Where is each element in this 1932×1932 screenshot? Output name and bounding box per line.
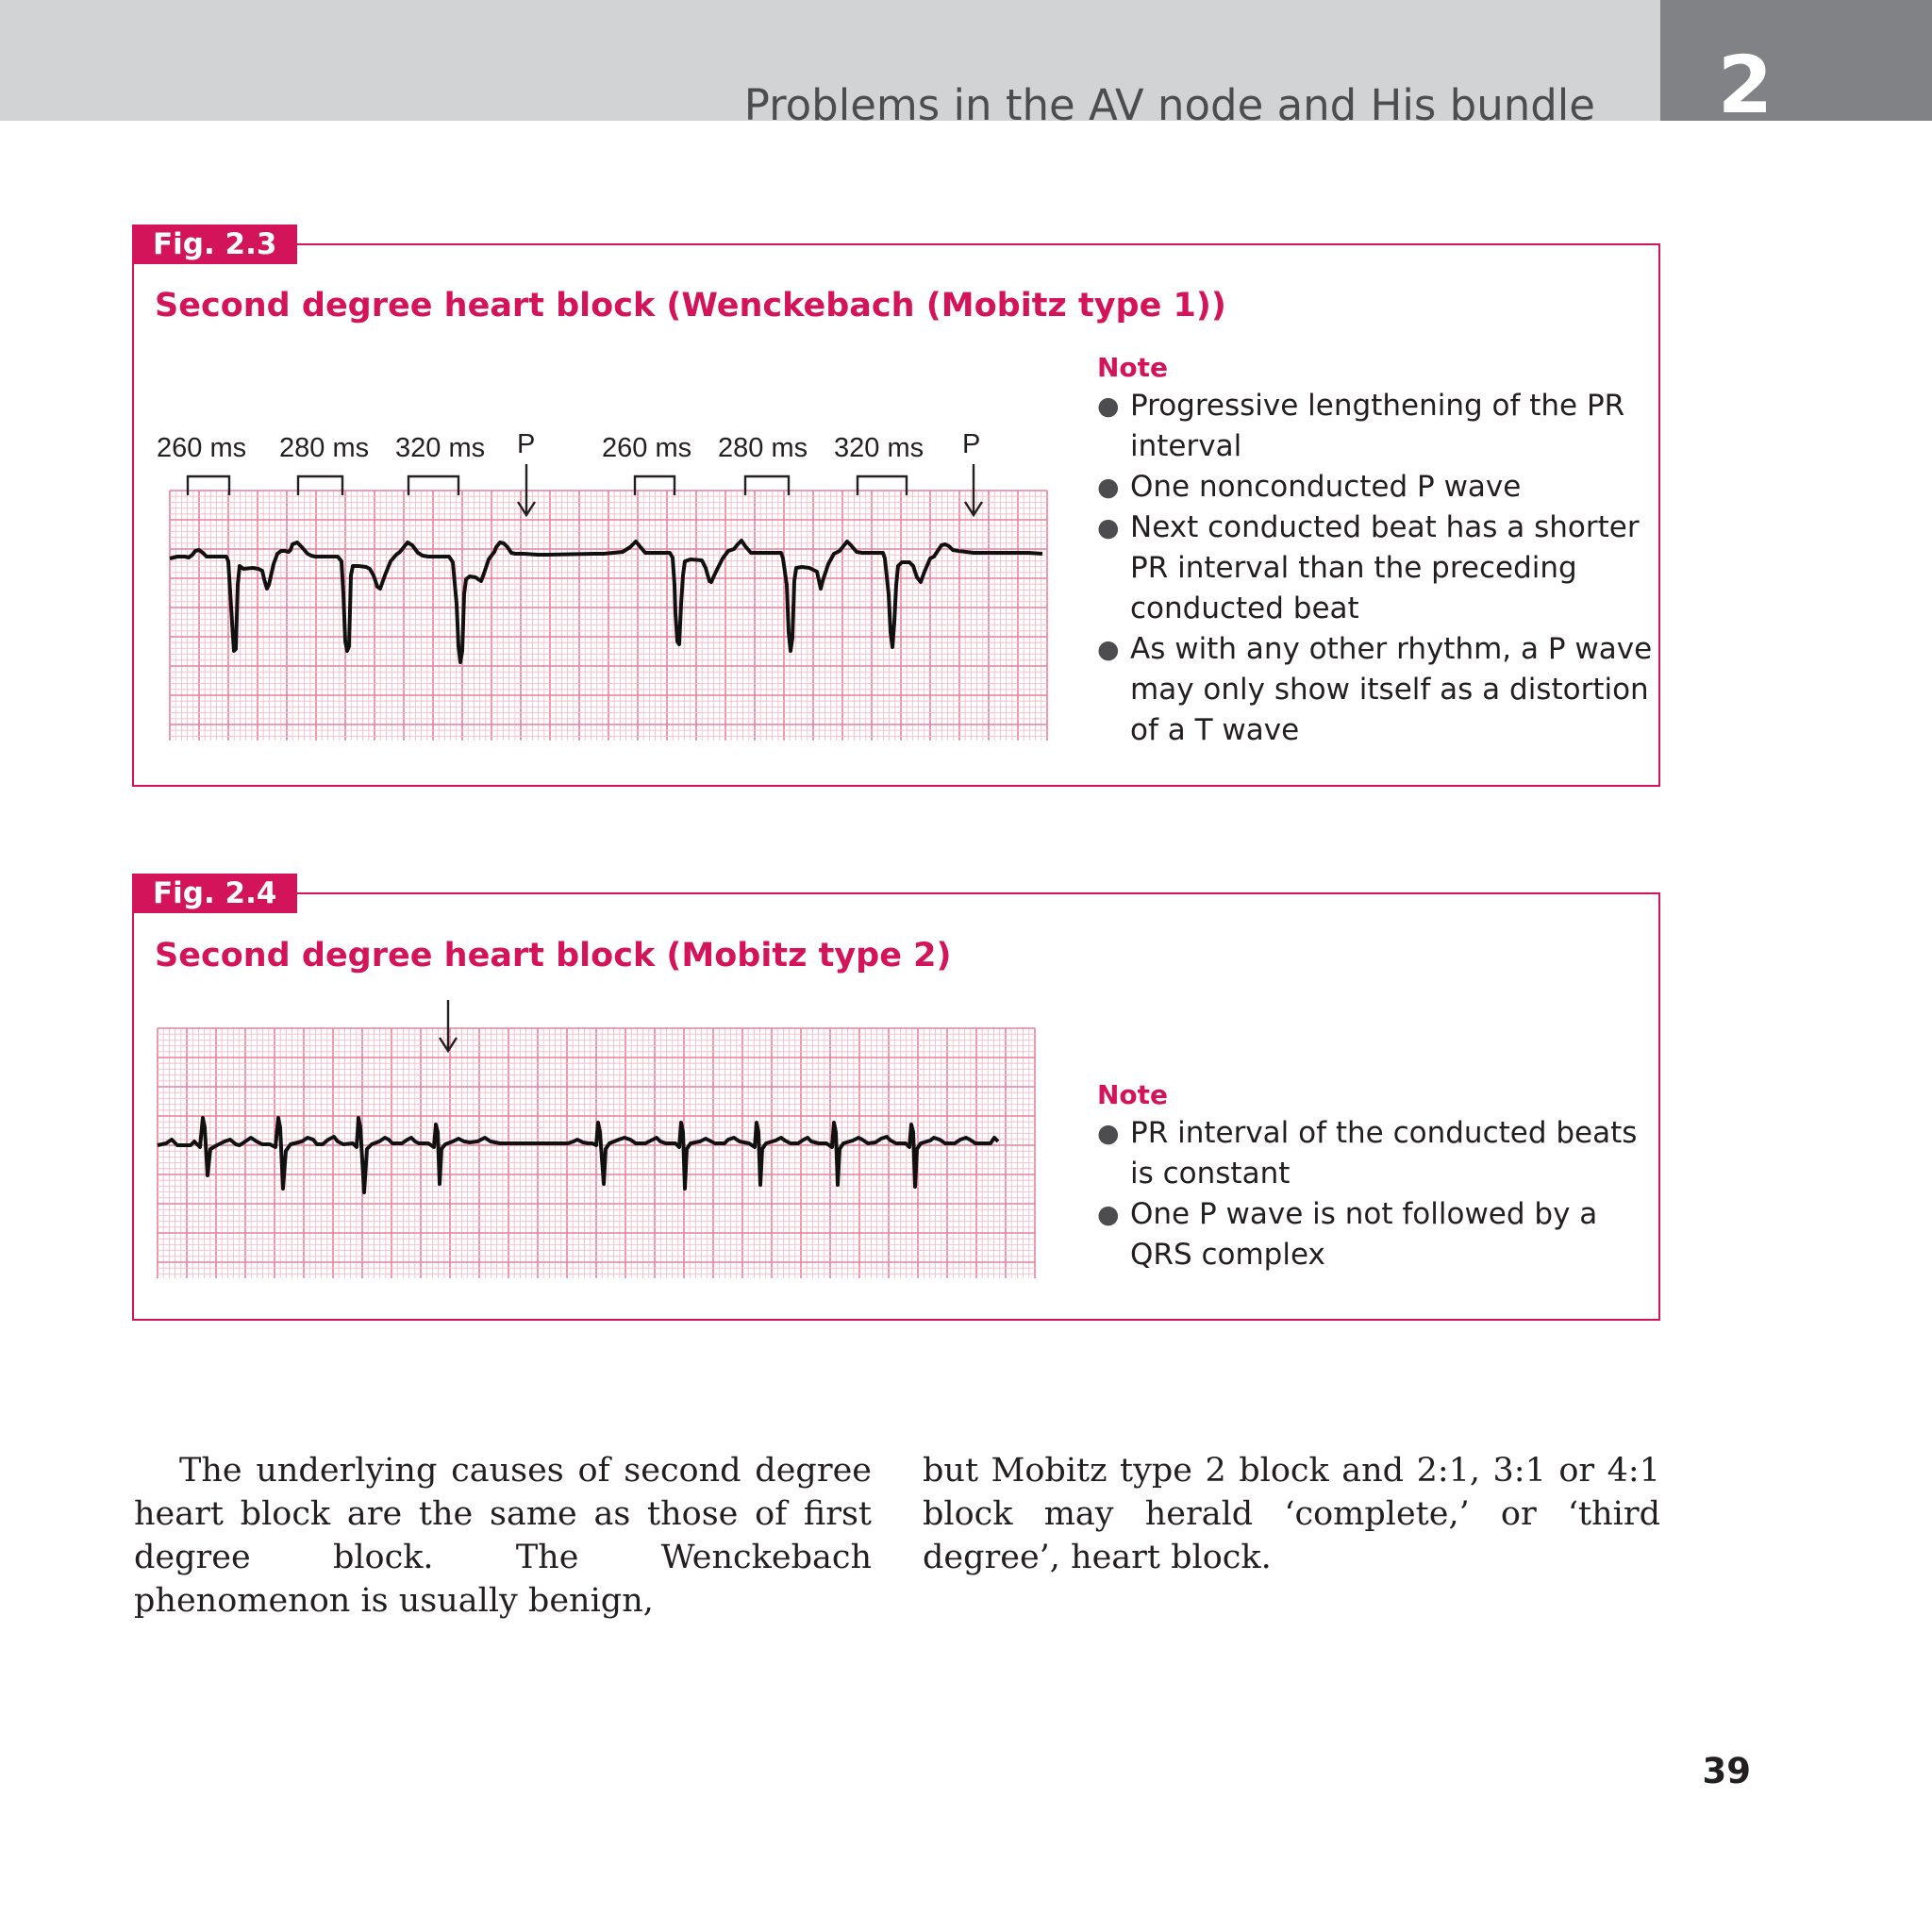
figure-2-3-note-list [1097,386,1663,751]
p-wave-arrow-1 [518,464,535,515]
interval-label-6: 320 ms [834,433,924,463]
interval-label-3: 320 ms [395,433,486,463]
bullet-icon: ● [1097,391,1120,421]
figure-2-4-tag: Fig. 2.4 [132,874,297,913]
pr-bracket-1 [188,476,229,495]
pr-bracket-2 [298,476,342,495]
figure-2-3-tag: Fig. 2.3 [132,225,297,264]
interval-label-5: 280 ms [718,433,808,463]
figure-2-4-note-title: Note [1097,1079,1169,1110]
ecg-trace-mobitz-2 [158,1118,998,1192]
body-paragraph-col-2: but Mobitz type 2 block and 2:1, 3:1 or 4:1 block may herald ‘complete,’ or ‘third degree’, heart block. [923,1452,1660,1576]
ecg-strip-mobitz-2 [142,991,1047,1283]
bullet-icon: ● [1097,473,1120,502]
p-wave-label-1: P [517,429,536,459]
list-item: ● As with any other rhythm, a P wave may only show itself as a distortion of a T wave [1097,629,1663,751]
bullet-icon: ● [1097,635,1120,664]
bullet-icon: ● [1097,513,1120,542]
page-number: 39 [1702,1751,1751,1791]
bullet-icon: ● [1097,1119,1120,1148]
chapter-number: 2 [1717,39,1774,131]
list-item: ● One nonconducted P wave [1097,467,1663,508]
figure-2-3-note-title: Note [1097,352,1169,383]
list-item: ● One P wave is not followed by a QRS complex [1097,1194,1663,1275]
interval-label-1: 260 ms [157,433,247,463]
ecg-grid [170,491,1047,741]
list-item: ● Progressive lengthening of the PR interval [1097,386,1663,467]
ecg-grid [158,1028,1035,1278]
list-item: ● PR interval of the conducted beats is constant [1097,1113,1663,1194]
figure-2-4-title: Second degree heart block (Mobitz type 2) [155,937,952,974]
list-item: ● Next conducted beat has a shorter PR interval than the preceding conducted beat [1097,508,1663,629]
pr-bracket-4 [635,476,675,495]
pr-bracket-5 [745,476,789,495]
figure-2-4-note-list [1097,1113,1663,1275]
bullet-icon: ● [1097,1200,1120,1229]
p-wave-arrow-2 [965,464,982,515]
interval-label-2: 280 ms [279,433,370,463]
running-title: Problems in the AV node and His bundle [743,80,1595,130]
interval-label-4: 260 ms [602,433,692,463]
body-paragraph-col-1: The underlying causes of second degree heart block are the same as those of first degree block. The Wenckebach phenomenon is usually benign, [134,1452,872,1620]
nonconducted-p-arrow [440,1000,457,1051]
pr-bracket-6 [858,476,907,495]
p-wave-label-2: P [962,429,981,459]
figure-2-3-title: Second degree heart block (Wenckebach (Mobitz type 1)) [155,287,1226,325]
ecg-strip-wenckebach [151,415,1057,745]
